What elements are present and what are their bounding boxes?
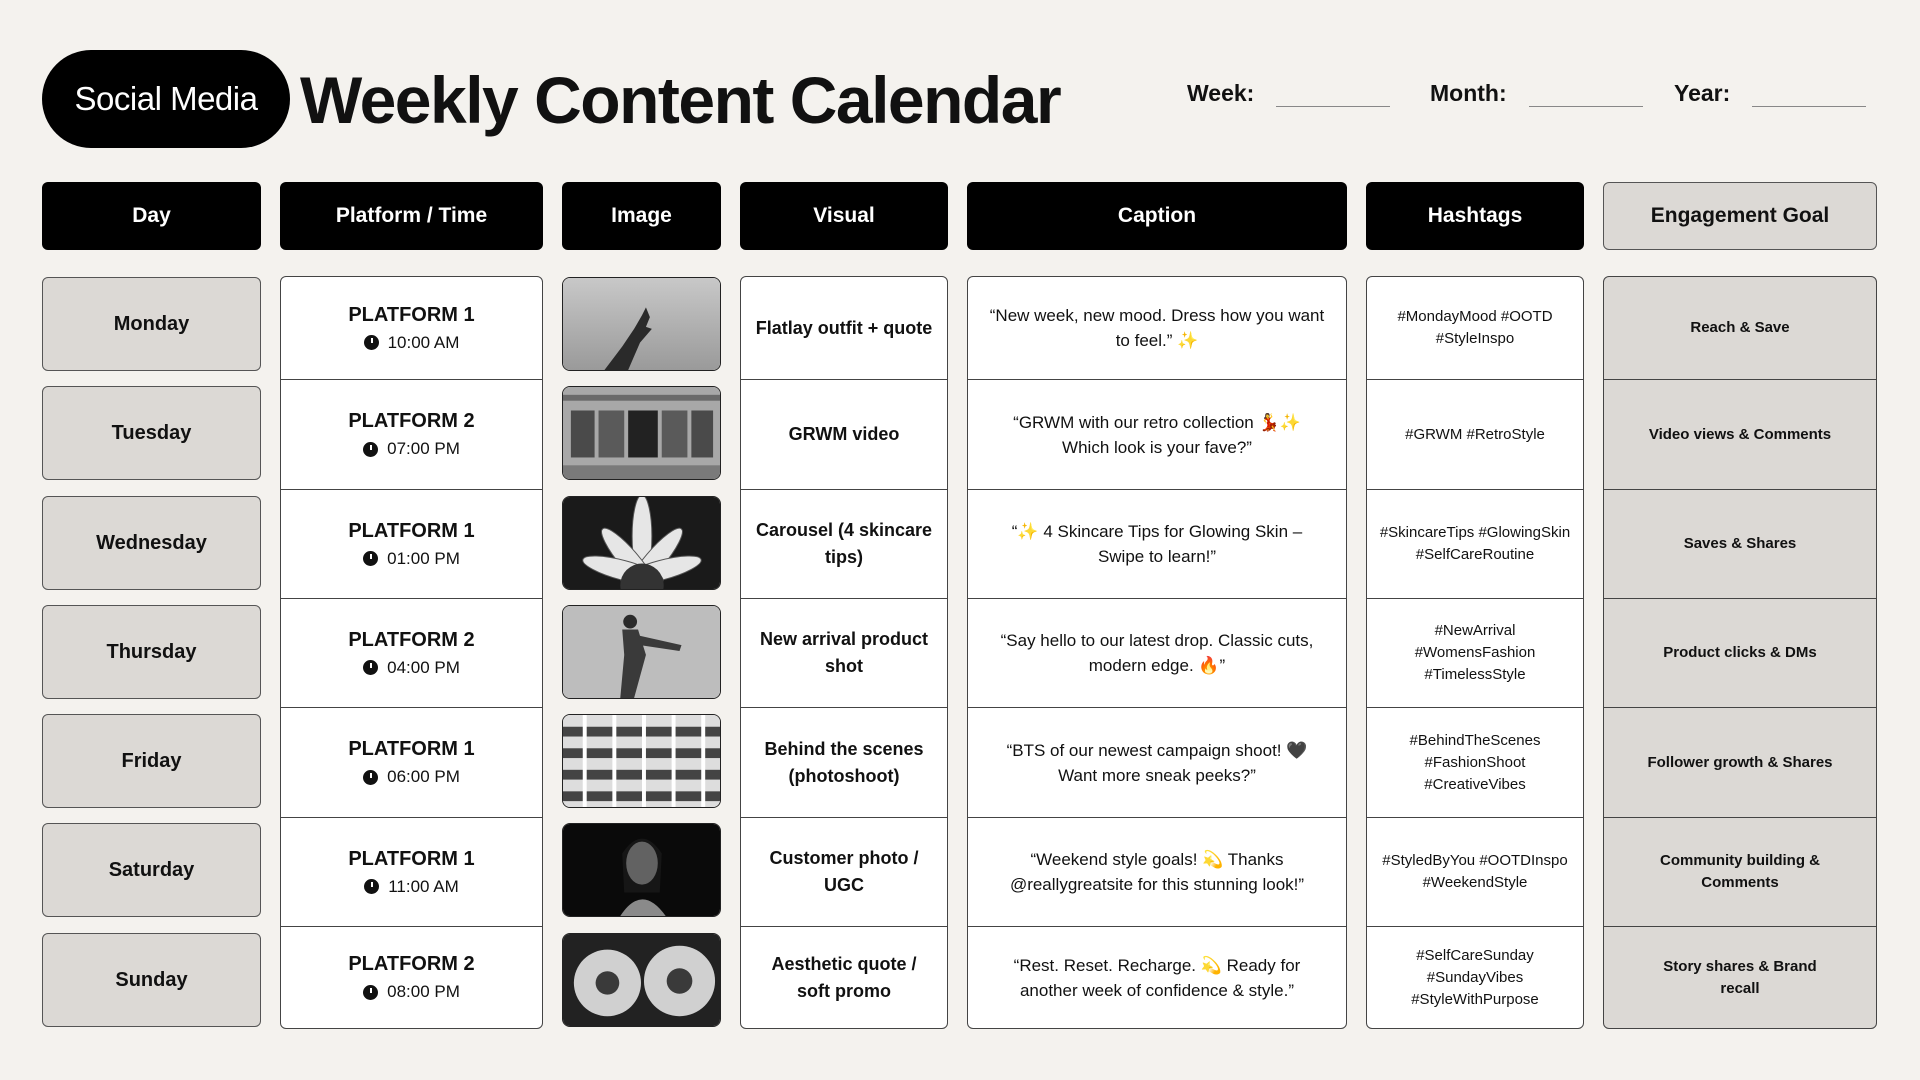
header (42, 50, 1882, 150)
clock-icon (364, 335, 379, 350)
hashtags-cell: #GRWM #RetroStyle (1367, 379, 1583, 489)
hashtags-cell: #MondayMood #OOTD #StyleInspo (1397, 308, 1553, 347)
day-cell: Tuesday (42, 386, 261, 480)
clock-icon (364, 879, 379, 894)
post-time (363, 982, 460, 1002)
visual-cell: Aesthetic quote / soft promo (741, 926, 947, 1028)
time-text: 06:00 PM (387, 767, 460, 786)
platform-name: PLATFORM 1 (348, 738, 475, 760)
visual-column (740, 276, 948, 1029)
month-label: Month: (1430, 80, 1507, 106)
goal-cell: Saves & Shares (1604, 489, 1876, 598)
caption-cell: “GRWM with our retro collection 💃✨ Which look is your fave?” (968, 379, 1346, 489)
goal-cell: Product clicks & DMs (1604, 598, 1876, 707)
platform-cell (281, 379, 542, 489)
page-title: Weekly Content Calendar (300, 63, 1061, 137)
caption-cell: “BTS of our newest campaign shoot! 🖤 Want more sneak peeks?” (968, 707, 1346, 817)
header-engagement-goal: Engagement Goal (1603, 182, 1877, 250)
visual-cell: Behind the scenes (photoshoot) (741, 707, 947, 817)
time-text: 11:00 AM (388, 876, 459, 896)
platform-name: PLATFORM 1 (348, 847, 475, 870)
clock-icon (363, 770, 378, 785)
caption-cell: “Say hello to our latest drop. Classic cuts, modern edge. 🔥” (968, 598, 1346, 707)
month-input-line[interactable] (1529, 85, 1643, 107)
visual-cell: Flatlay outfit + quote (755, 317, 933, 338)
time-text: 10:00 AM (387, 332, 460, 352)
badge: Social Media (42, 50, 290, 148)
platform-cell (281, 598, 542, 707)
year-input-line[interactable] (1752, 85, 1866, 107)
post-time (363, 658, 460, 678)
platform-cell (281, 277, 542, 379)
clock-icon (363, 442, 378, 457)
header-day: Day (42, 182, 261, 250)
post-time (363, 549, 460, 569)
platform-name: PLATFORM 2 (348, 953, 475, 975)
engagement-goal-column (1603, 276, 1877, 1029)
goal-cell: Video views & Comments (1604, 379, 1876, 489)
caption-cell: “Rest. Reset. Recharge. 💫 Ready for another week of confidence & style.” (968, 926, 1346, 1028)
time-text: 04:00 PM (387, 657, 460, 677)
time-text: 07:00 PM (387, 439, 460, 458)
visual-cell: New arrival product shot (741, 598, 947, 707)
day-cell: Saturday (42, 823, 261, 917)
platform-cell (281, 489, 542, 598)
header-visual: Visual (740, 182, 948, 250)
clock-icon (363, 985, 378, 1000)
hashtags-cell: #SkincareTips #GlowingSkin #SelfCareRoutine (1367, 489, 1583, 598)
day-cell: Thursday (42, 605, 261, 699)
caption-cell: “New week, new mood. Dress how you want to feel.” ✨ (989, 306, 1325, 350)
caption-column (967, 276, 1347, 1029)
goal-cell: Follower growth & Shares (1604, 707, 1876, 817)
visual-cell: Carousel (4 skincare tips) (741, 489, 947, 598)
platform-cell (281, 707, 542, 817)
platform-name: PLATFORM 1 (348, 303, 475, 326)
goal-cell: Story shares & Brand recall (1604, 926, 1876, 1028)
platform-name: PLATFORM 2 (348, 628, 475, 651)
clock-icon (363, 660, 378, 675)
hashtags-cell: #NewArrival #WomensFashion #TimelessStyle (1367, 598, 1583, 707)
clock-icon (363, 551, 378, 566)
portrait-photo (562, 823, 721, 917)
train-window-photo (562, 386, 721, 480)
time-text: 01:00 PM (387, 548, 460, 568)
platform-name: PLATFORM 1 (348, 519, 475, 542)
day-cell: Friday (42, 714, 261, 808)
goal-cell: Community building & Comments (1604, 817, 1876, 926)
hashtags-cell: #StyledByYou #OOTDInspo #WeekendStyle (1367, 817, 1583, 926)
platform-cell (281, 926, 542, 1028)
post-time (364, 333, 460, 353)
goal-cell: Reach & Save (1690, 319, 1790, 336)
hand-sky-photo (562, 277, 721, 371)
post-time (363, 767, 460, 787)
daisies-photo (562, 933, 721, 1027)
post-time (364, 877, 459, 897)
building-photo (562, 714, 721, 808)
year-label: Year: (1674, 80, 1731, 106)
platform-name: PLATFORM 2 (348, 410, 475, 432)
day-cell: Sunday (42, 933, 261, 1027)
hashtags-cell: #SelfCareSunday #SundayVibes #StyleWithPurpose (1367, 926, 1583, 1028)
week-label: Week: (1187, 80, 1255, 106)
month-field (1430, 80, 1643, 107)
hashtags-cell: #BehindTheScenes #FashionShoot #CreativeVibes (1367, 707, 1583, 817)
sunflower-photo (562, 496, 721, 590)
visual-cell: Customer photo / UGC (741, 817, 947, 926)
header-image: Image (562, 182, 721, 250)
header-platform: Platform / Time (280, 182, 543, 250)
caption-cell: “✨ 4 Skincare Tips for Glowing Skin – Swipe to learn!” (968, 489, 1346, 598)
day-cell: Monday (42, 277, 261, 371)
header-caption: Caption (967, 182, 1347, 250)
post-time (363, 439, 460, 459)
day-cell: Wednesday (42, 496, 261, 590)
caption-cell: “Weekend style goals! 💫 Thanks @reallygreatsite for this stunning look!” (968, 817, 1346, 926)
time-text: 08:00 PM (387, 982, 460, 1001)
header-hashtags: Hashtags (1366, 182, 1584, 250)
visual-cell: GRWM video (741, 379, 947, 489)
dancer-photo (562, 605, 721, 699)
platform-cell (281, 817, 542, 926)
week-field (1187, 80, 1390, 107)
hashtags-column (1366, 276, 1584, 1029)
week-input-line[interactable] (1276, 85, 1390, 107)
year-field (1674, 80, 1866, 107)
platform-column (280, 276, 543, 1029)
